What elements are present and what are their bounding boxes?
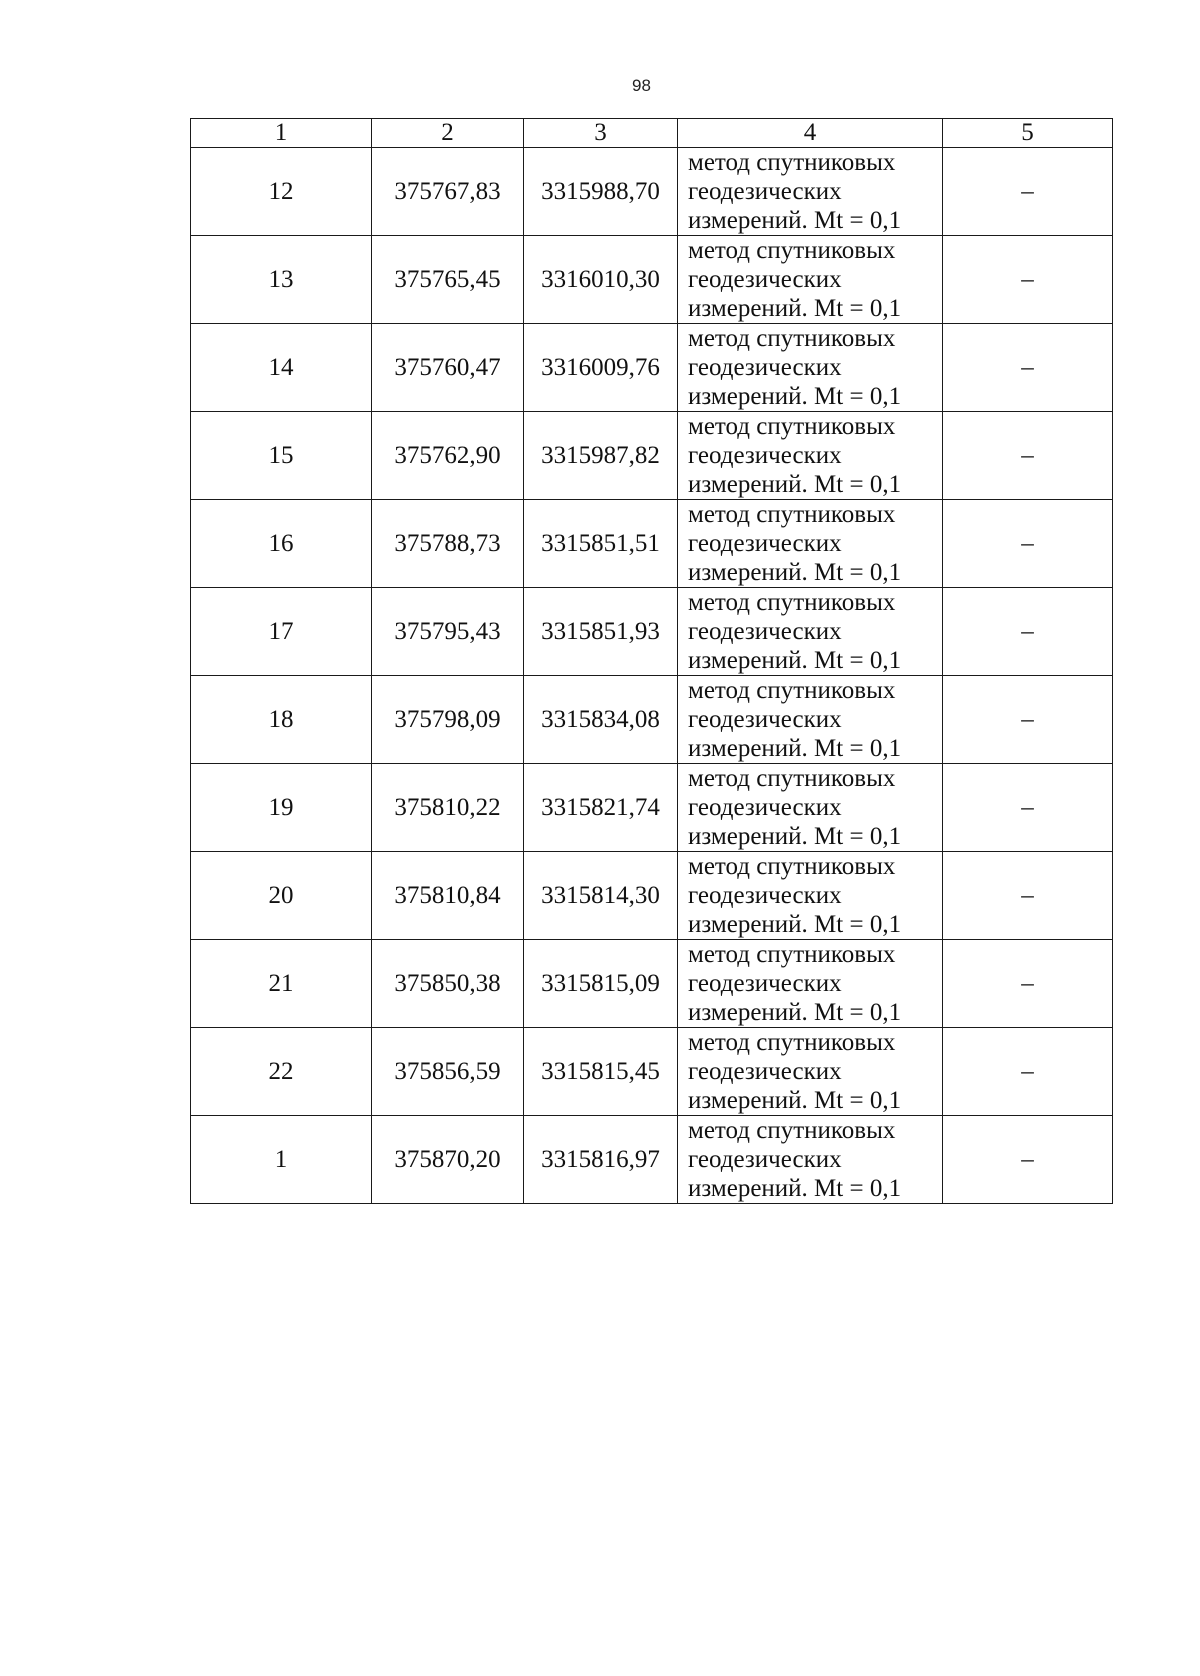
y-coordinate-cell: 3315834,08 — [524, 676, 678, 764]
x-coordinate-cell: 375760,47 — [372, 324, 524, 412]
note-cell: – — [943, 1116, 1113, 1204]
note-cell: – — [943, 412, 1113, 500]
table-row — [191, 324, 1113, 412]
method-line: метод спутниковых — [688, 1029, 896, 1056]
x-coordinate-cell: 375870,20 — [372, 1116, 524, 1204]
note-cell: – — [943, 500, 1113, 588]
method-line: измерений. Mt = 0,1 — [688, 295, 902, 322]
x-coordinate-cell: 375788,73 — [372, 500, 524, 588]
note-cell: – — [943, 1028, 1113, 1116]
method-cell — [678, 588, 943, 676]
point-number-cell: 17 — [191, 588, 372, 676]
point-number-cell: 16 — [191, 500, 372, 588]
method-line: измерений. Mt = 0,1 — [688, 999, 902, 1026]
table-row — [191, 412, 1113, 500]
y-coordinate-cell: 3316009,76 — [524, 324, 678, 412]
point-number-cell: 20 — [191, 852, 372, 940]
method-line: измерений. Mt = 0,1 — [688, 1175, 902, 1202]
y-coordinate-cell: 3315814,30 — [524, 852, 678, 940]
table-row — [191, 940, 1113, 1028]
method-line: метод спутниковых — [688, 589, 896, 616]
point-number-cell: 18 — [191, 676, 372, 764]
y-coordinate-cell: 3315851,51 — [524, 500, 678, 588]
table-body — [191, 148, 1113, 1204]
method-line: измерений. Mt = 0,1 — [688, 647, 902, 674]
table-row — [191, 1116, 1113, 1204]
note-cell: – — [943, 236, 1113, 324]
method-line: геодезических — [688, 442, 842, 469]
x-coordinate-cell: 375765,45 — [372, 236, 524, 324]
table-row — [191, 588, 1113, 676]
y-coordinate-cell: 3315988,70 — [524, 148, 678, 236]
method-line: измерений. Mt = 0,1 — [688, 559, 902, 586]
coordinates-table — [190, 118, 1113, 1204]
method-line: геодезических — [688, 178, 842, 205]
method-cell — [678, 412, 943, 500]
method-line: измерений. Mt = 0,1 — [688, 823, 902, 850]
method-cell — [678, 1116, 943, 1204]
note-cell: – — [943, 764, 1113, 852]
method-cell — [678, 676, 943, 764]
method-line: метод спутниковых — [688, 149, 896, 176]
point-number-cell: 22 — [191, 1028, 372, 1116]
y-coordinate-cell: 3316010,30 — [524, 236, 678, 324]
method-line: геодезических — [688, 354, 842, 381]
method-line: геодезических — [688, 1058, 842, 1085]
table-row — [191, 148, 1113, 236]
header-row — [191, 119, 1113, 148]
method-cell — [678, 940, 943, 1028]
method-line: геодезических — [688, 1146, 842, 1173]
point-number-cell: 1 — [191, 1116, 372, 1204]
method-line: метод спутниковых — [688, 765, 896, 792]
x-coordinate-cell: 375810,22 — [372, 764, 524, 852]
note-cell: – — [943, 148, 1113, 236]
header-cell-1: 1 — [191, 119, 372, 148]
method-line: измерений. Mt = 0,1 — [688, 471, 902, 498]
x-coordinate-cell: 375795,43 — [372, 588, 524, 676]
y-coordinate-cell: 3315816,97 — [524, 1116, 678, 1204]
method-line: метод спутниковых — [688, 413, 896, 440]
method-line: геодезических — [688, 970, 842, 997]
y-coordinate-cell: 3315987,82 — [524, 412, 678, 500]
method-cell — [678, 236, 943, 324]
method-line: геодезических — [688, 794, 842, 821]
method-line: метод спутниковых — [688, 941, 896, 968]
method-cell — [678, 764, 943, 852]
note-cell: – — [943, 676, 1113, 764]
x-coordinate-cell: 375810,84 — [372, 852, 524, 940]
method-line: метод спутниковых — [688, 501, 896, 528]
y-coordinate-cell: 3315821,74 — [524, 764, 678, 852]
method-line: геодезических — [688, 882, 842, 909]
table-header — [191, 119, 1113, 148]
method-line: метод спутниковых — [688, 677, 896, 704]
x-coordinate-cell: 375762,90 — [372, 412, 524, 500]
note-cell: – — [943, 324, 1113, 412]
note-cell: – — [943, 852, 1113, 940]
method-line: метод спутниковых — [688, 325, 896, 352]
method-line: измерений. Mt = 0,1 — [688, 735, 902, 762]
point-number-cell: 12 — [191, 148, 372, 236]
point-number-cell: 19 — [191, 764, 372, 852]
point-number-cell: 21 — [191, 940, 372, 1028]
method-line: геодезических — [688, 706, 842, 733]
method-line: измерений. Mt = 0,1 — [688, 383, 902, 410]
method-cell — [678, 1028, 943, 1116]
x-coordinate-cell: 375856,59 — [372, 1028, 524, 1116]
x-coordinate-cell: 375767,83 — [372, 148, 524, 236]
table-row — [191, 676, 1113, 764]
header-cell-5: 5 — [943, 119, 1113, 148]
point-number-cell: 15 — [191, 412, 372, 500]
method-cell — [678, 852, 943, 940]
table-row — [191, 764, 1113, 852]
page-number-container — [0, 76, 1200, 96]
note-cell: – — [943, 940, 1113, 1028]
table-row — [191, 852, 1113, 940]
table-row — [191, 500, 1113, 588]
method-cell — [678, 324, 943, 412]
method-line: геодезических — [688, 618, 842, 645]
method-line: геодезических — [688, 266, 842, 293]
y-coordinate-cell: 3315851,93 — [524, 588, 678, 676]
point-number-cell: 14 — [191, 324, 372, 412]
method-line: измерений. Mt = 0,1 — [688, 911, 902, 938]
x-coordinate-cell: 375798,09 — [372, 676, 524, 764]
table-row — [191, 1028, 1113, 1116]
method-line: геодезических — [688, 530, 842, 557]
method-line: измерений. Mt = 0,1 — [688, 207, 902, 234]
x-coordinate-cell: 375850,38 — [372, 940, 524, 1028]
y-coordinate-cell: 3315815,09 — [524, 940, 678, 1028]
header-cell-3: 3 — [524, 119, 678, 148]
method-line: измерений. Mt = 0,1 — [688, 1087, 902, 1114]
y-coordinate-cell: 3315815,45 — [524, 1028, 678, 1116]
method-cell — [678, 148, 943, 236]
header-cell-2: 2 — [372, 119, 524, 148]
page-number: 98 — [632, 76, 651, 95]
method-line: метод спутниковых — [688, 1117, 896, 1144]
table-row — [191, 236, 1113, 324]
point-number-cell: 13 — [191, 236, 372, 324]
header-cell-4: 4 — [678, 119, 943, 148]
method-cell — [678, 500, 943, 588]
note-cell: – — [943, 588, 1113, 676]
method-line: метод спутниковых — [688, 853, 896, 880]
method-line: метод спутниковых — [688, 237, 896, 264]
